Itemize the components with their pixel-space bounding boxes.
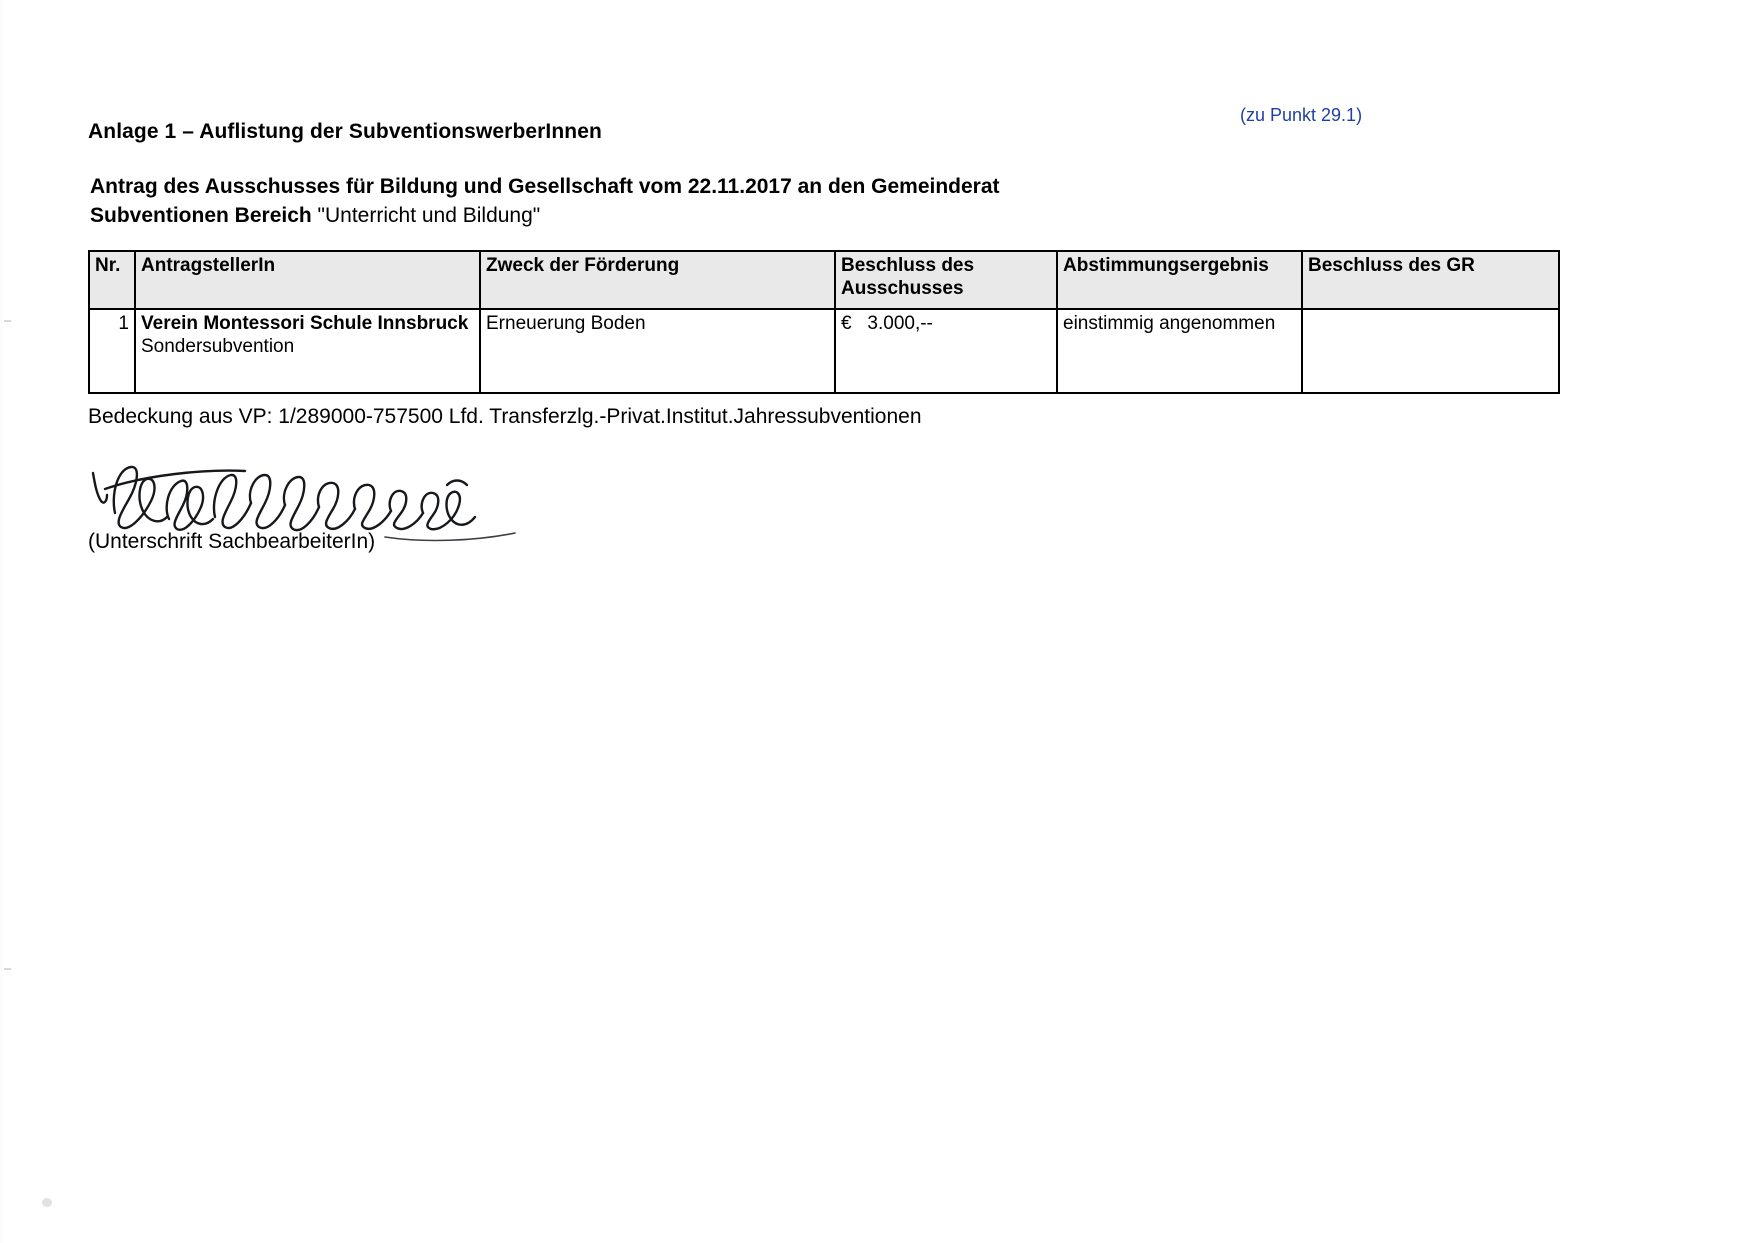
cell-nr: 1 (89, 309, 135, 393)
document-subtitle-motion: Antrag des Ausschusses für Bildung und Gesellschaft vom 22.11.2017 an den Gemeinderat (90, 175, 1000, 198)
subsidy-area-value: "Unterricht und Bildung" (317, 204, 541, 227)
column-header-applicant: AntragstellerIn (135, 251, 480, 309)
cell-applicant (135, 309, 480, 393)
grant-applications-table (88, 250, 1560, 394)
scan-artifact (42, 1198, 52, 1207)
table-row (89, 309, 1559, 393)
applicant-name: Verein Montessori Schule Innsbruck (141, 313, 469, 334)
column-header-gr-decision: Beschluss des GR (1302, 251, 1559, 309)
coverage-note: Bedeckung aus VP: 1/289000-757500 Lfd. Transferzlg.-Privat.Institut.Jahressubventionen (88, 405, 922, 428)
scan-edge (0, 0, 6, 1243)
column-header-nr: Nr. (89, 251, 135, 309)
cell-purpose: Erneuerung Boden (480, 309, 835, 393)
applicant-subsidy-type: Sondersubvention (141, 336, 295, 358)
cell-vote-result: einstimmig angenommen (1057, 309, 1302, 393)
column-header-purpose: Zweck der Förderung (480, 251, 835, 309)
scan-artifact (4, 320, 11, 322)
table-header-row (89, 251, 1559, 309)
column-header-vote-result: Abstimmungsergebnis (1057, 251, 1302, 309)
subsidy-area-label: Subventionen Bereich (90, 204, 318, 227)
signature-caption: (Unterschrift SachbearbeiterIn) (88, 530, 376, 553)
column-header-committee-decision: Beschluss des Ausschusses (835, 251, 1057, 309)
agenda-reference: (zu Punkt 29.1) (1240, 105, 1363, 125)
document-subtitle-area (90, 204, 540, 228)
cell-gr-decision (1302, 309, 1559, 393)
cell-amount: € 3.000,-- (835, 309, 1057, 393)
page-title: Anlage 1 – Auflistung der SubventionswerberInnen (88, 120, 602, 143)
scan-artifact (4, 968, 11, 970)
